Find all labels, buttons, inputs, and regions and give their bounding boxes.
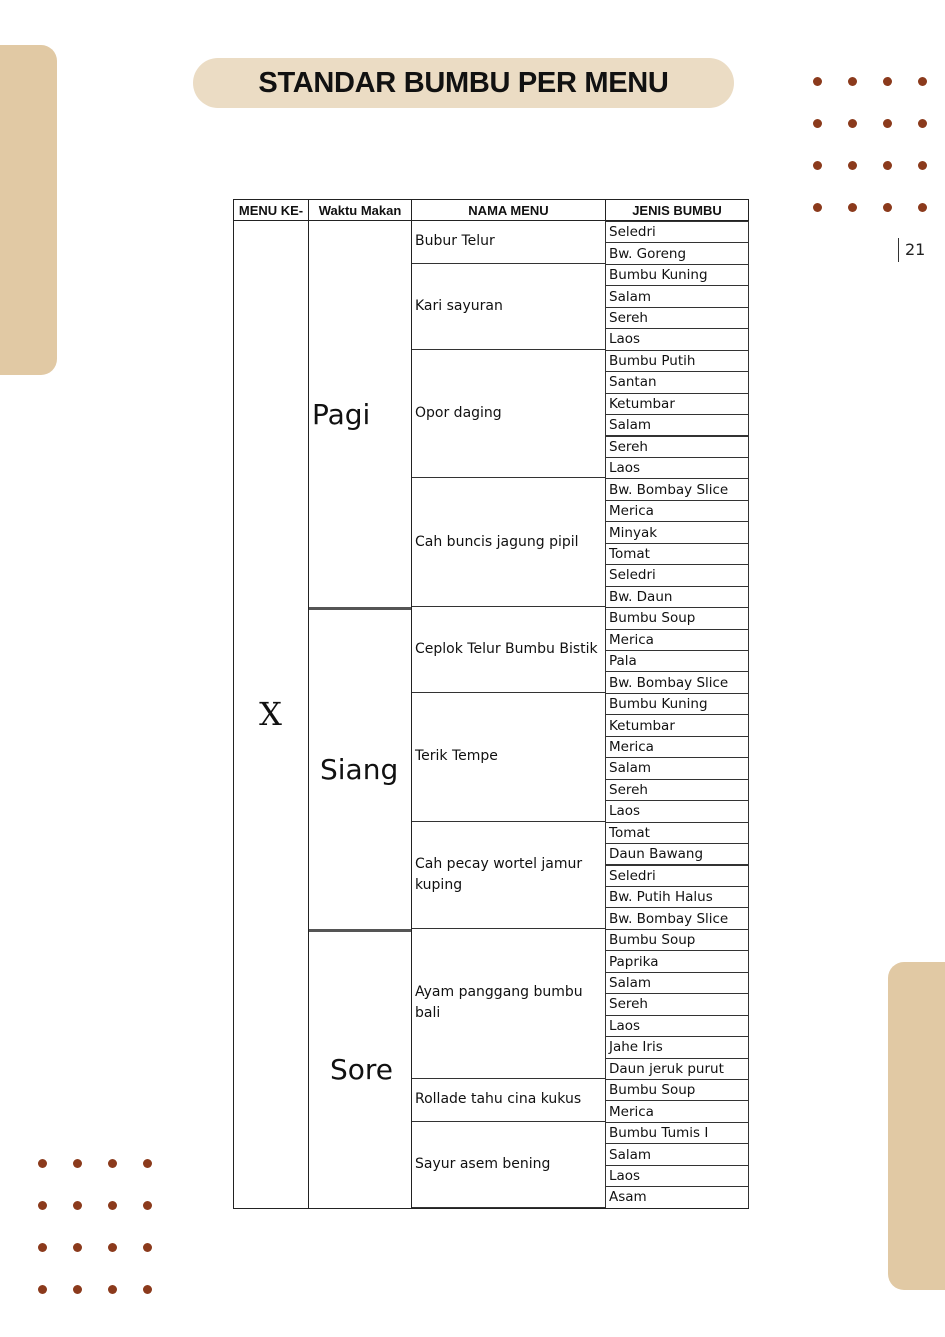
decorative-dot xyxy=(108,1159,117,1168)
bumbu-cell: Sereh xyxy=(605,779,749,801)
bumbu-cell: Sereh xyxy=(605,993,749,1015)
decorative-dot xyxy=(108,1285,117,1294)
bumbu-cell: Daun Bawang xyxy=(605,843,749,865)
menu-ke-cell: X xyxy=(259,695,282,734)
decorative-dot xyxy=(813,161,822,170)
bumbu-cell: Sereh xyxy=(605,436,749,458)
decorative-dot xyxy=(73,1243,82,1252)
bumbu-cell: Merica xyxy=(605,500,749,522)
decorative-dot xyxy=(813,119,822,128)
decorative-dot xyxy=(108,1201,117,1210)
bumbu-cell: Laos xyxy=(605,328,749,350)
bumbu-cell: Salam xyxy=(605,414,749,436)
bumbu-cell: Tomat xyxy=(605,822,749,844)
decorative-dot xyxy=(108,1243,117,1252)
bumbu-cell: Daun jeruk purut xyxy=(605,1058,749,1080)
table-header-cell: JENIS BUMBU xyxy=(605,199,749,221)
table-header-cell: NAMA MENU xyxy=(411,199,606,221)
menu-name-cell: Terik Tempe xyxy=(411,693,605,822)
table-border-left xyxy=(233,221,234,1208)
decorative-dot xyxy=(143,1159,152,1168)
decorative-dot xyxy=(848,203,857,212)
bumbu-cell: Ketumbar xyxy=(605,393,749,415)
bumbu-cell: Bw. Daun xyxy=(605,586,749,608)
bumbu-cell: Merica xyxy=(605,736,749,758)
bumbu-cell: Salam xyxy=(605,1143,749,1165)
bumbu-cell: Bw. Bombay Slice xyxy=(605,671,749,693)
decorative-dot xyxy=(73,1159,82,1168)
bumbu-cell: Salam xyxy=(605,285,749,307)
bumbu-cell: Bw. Bombay Slice xyxy=(605,478,749,500)
decorative-dot xyxy=(883,203,892,212)
decorative-dot xyxy=(38,1285,47,1294)
menu-name-cell: Ayam panggang bumbu bali xyxy=(411,929,605,1079)
decorative-dot xyxy=(143,1243,152,1252)
decorative-dot xyxy=(883,161,892,170)
bumbu-cell: Salam xyxy=(605,757,749,779)
bumbu-cell: Seledri xyxy=(605,221,749,243)
bumbu-cell: Tomat xyxy=(605,543,749,565)
bumbu-cell: Ketumbar xyxy=(605,714,749,736)
decorative-dot xyxy=(848,161,857,170)
bumbu-cell: Seledri xyxy=(605,865,749,887)
bumbu-cell: Minyak xyxy=(605,521,749,543)
bumbu-cell: Sereh xyxy=(605,307,749,329)
decorative-side-panel-left xyxy=(0,45,57,375)
decorative-dot xyxy=(918,77,927,86)
table-border-bottom xyxy=(233,1208,749,1209)
decorative-dot xyxy=(918,161,927,170)
menu-name-cell: Bubur Telur xyxy=(411,221,605,264)
bumbu-cell: Laos xyxy=(605,457,749,479)
page-title: STANDAR BUMBU PER MENU xyxy=(258,66,669,99)
bumbu-cell: Merica xyxy=(605,1100,749,1122)
menu-name-cell: Ceplok Telur Bumbu Bistik xyxy=(411,607,605,693)
waktu-makan-cell: Sore xyxy=(308,929,411,1208)
bumbu-cell: Laos xyxy=(605,800,749,822)
page-number: 21 xyxy=(898,238,925,262)
bumbu-cell: Paprika xyxy=(605,950,749,972)
decorative-dot xyxy=(918,119,927,128)
decorative-dot xyxy=(883,119,892,128)
table-column-divider xyxy=(308,221,309,1208)
title-banner xyxy=(193,58,734,108)
decorative-dot xyxy=(848,77,857,86)
decorative-side-panel-right xyxy=(888,962,945,1290)
decorative-dot xyxy=(813,77,822,86)
bumbu-cell: Bumbu Soup xyxy=(605,929,749,951)
decorative-dot xyxy=(848,119,857,128)
decorative-dot xyxy=(918,203,927,212)
bumbu-cell: Bumbu Tumis I xyxy=(605,1122,749,1144)
decorative-dot xyxy=(73,1201,82,1210)
menu-name-cell: Kari sayuran xyxy=(411,264,605,350)
bumbu-cell: Seledri xyxy=(605,564,749,586)
bumbu-cell: Bw. Putih Halus xyxy=(605,886,749,908)
table-header-cell: Waktu Makan xyxy=(308,199,412,221)
decorative-dot xyxy=(143,1285,152,1294)
decorative-dot xyxy=(38,1243,47,1252)
table-column-divider xyxy=(411,221,412,1208)
decorative-dot xyxy=(73,1285,82,1294)
bumbu-cell: Laos xyxy=(605,1165,749,1187)
bumbu-cell: Santan xyxy=(605,371,749,393)
bumbu-cell: Salam xyxy=(605,972,749,994)
bumbu-cell: Jahe Iris xyxy=(605,1036,749,1058)
decorative-dot xyxy=(143,1201,152,1210)
menu-name-cell: Cah pecay wortel jamur kuping xyxy=(411,822,605,929)
decorative-dot xyxy=(813,203,822,212)
decorative-dot xyxy=(38,1201,47,1210)
bumbu-cell: Asam xyxy=(605,1186,749,1208)
menu-name-cell: Opor daging xyxy=(411,350,605,479)
bumbu-cell: Bumbu Putih xyxy=(605,350,749,372)
bumbu-cell: Bumbu Soup xyxy=(605,607,749,629)
bumbu-cell: Merica xyxy=(605,629,749,651)
bumbu-cell: Bumbu Soup xyxy=(605,1079,749,1101)
bumbu-cell: Bumbu Kuning xyxy=(605,693,749,715)
decorative-dot xyxy=(883,77,892,86)
table-header-cell: MENU KE- xyxy=(233,199,309,221)
menu-name-cell: Sayur asem bening xyxy=(411,1122,605,1208)
waktu-makan-cell: Siang xyxy=(308,607,411,929)
bumbu-cell: Bw. Goreng xyxy=(605,242,749,264)
bumbu-cell: Laos xyxy=(605,1015,749,1037)
bumbu-cell: Pala xyxy=(605,650,749,672)
waktu-makan-cell: Pagi xyxy=(312,397,371,431)
menu-name-cell: Rollade tahu cina kukus xyxy=(411,1079,605,1122)
bumbu-cell: Bw. Bombay Slice xyxy=(605,907,749,929)
decorative-dot xyxy=(38,1159,47,1168)
bumbu-cell: Bumbu Kuning xyxy=(605,264,749,286)
menu-name-cell: Cah buncis jagung pipil xyxy=(411,478,605,607)
